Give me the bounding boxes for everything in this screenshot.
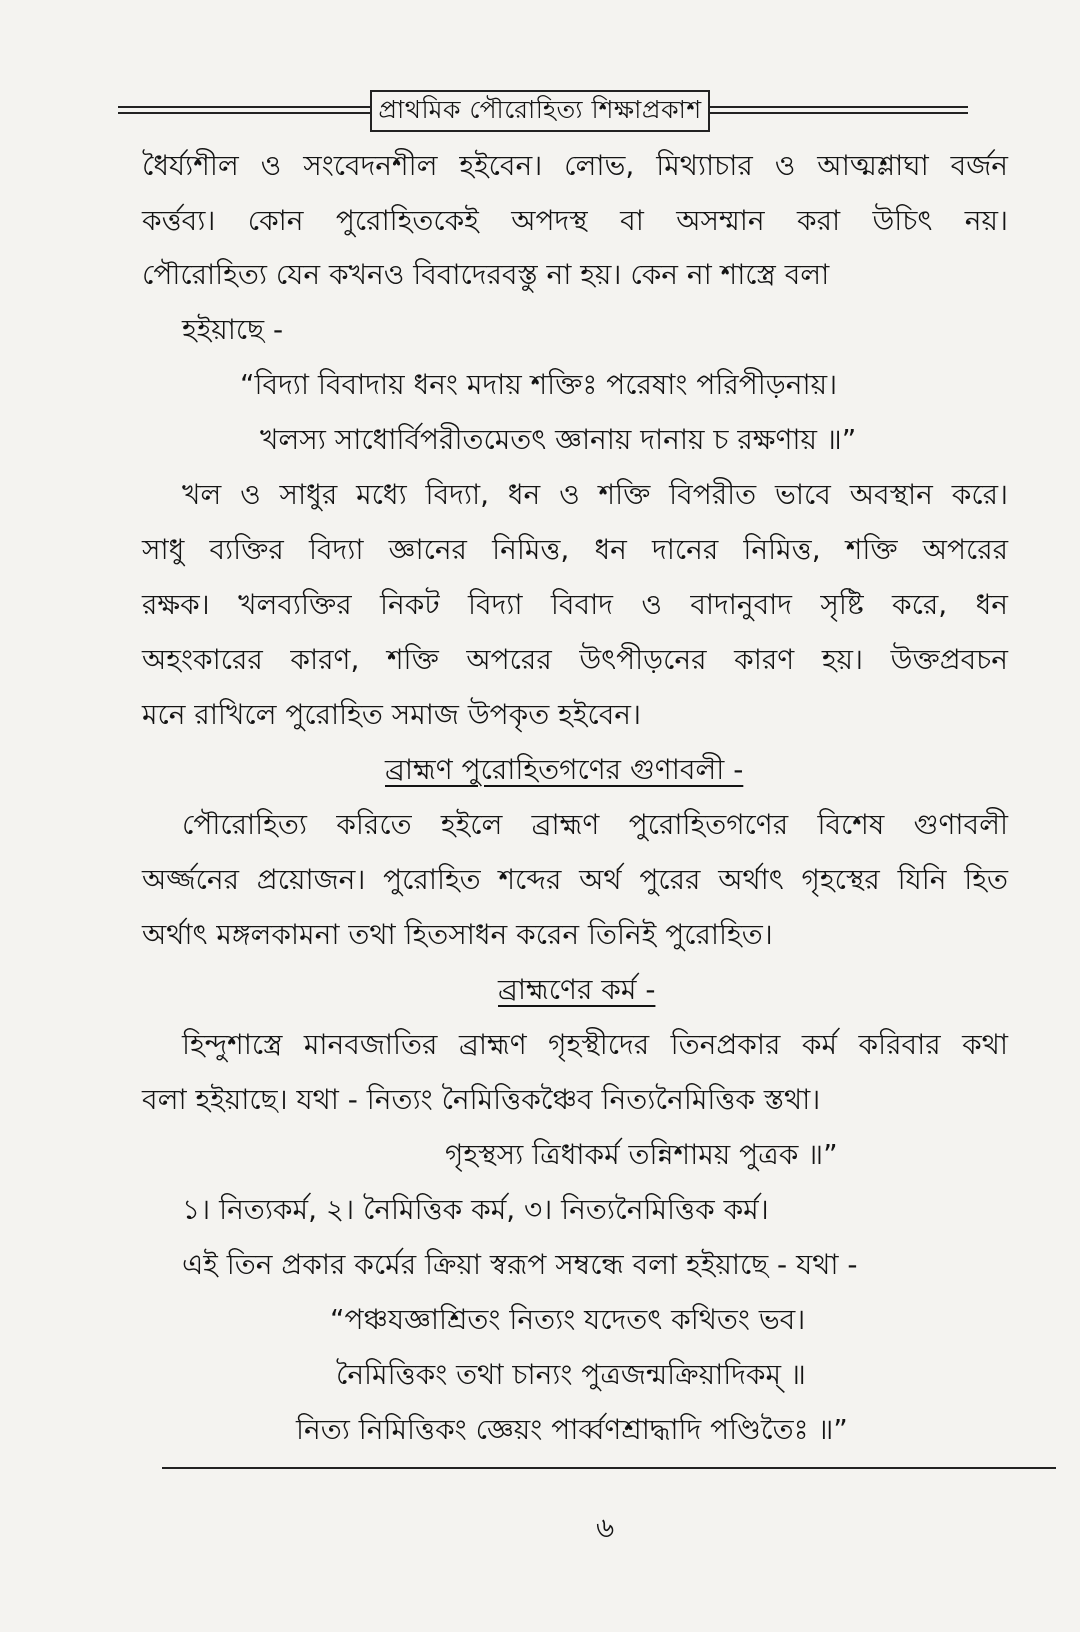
body-line: বলা হইয়াছে। যথা - নিত্যং নৈমিত্তিকঞ্চৈব নিত্যনৈমিত্তিক স্তথা। (142, 1083, 821, 1116)
body-line: পৌরোহিত্য যেন কখনও বিবাদেরবস্তু না হয়। কেন না শাস্ত্রে বলা (142, 258, 830, 291)
verse-line: গৃহস্থস্য ত্রিধাকর্ম তন্নিশাময় পুত্রক ॥” (445, 1138, 838, 1171)
body-line: অহংকারের কারণ, শক্তি অপরের উৎপীড়নের কারণ হয়। উক্তপ্রবচন (142, 643, 1008, 676)
body-line: রক্ষক। খলব্যক্তির নিকট বিদ্যা বিবাদ ও বাদানুবাদ সৃষ্টি করে, ধন (142, 588, 1008, 621)
running-header-title: প্রাথমিক পৌরোহিত্য শিক্ষাপ্রকাশ (370, 90, 710, 132)
body-line: পৌরোহিত্য করিতে হইলে ব্রাহ্মণ পুরোহিতগণের বিশেষ গুণাবলী (182, 808, 1008, 841)
body-line: অর্থাৎ মঙ্গলকামনা তথা হিতসাধন করেন তিনিই পুরোহিত। (142, 918, 773, 951)
body-line: কর্ত্তব্য। কোন পুরোহিতকেই অপদস্থ বা অসম্মান করা উচিৎ নয়। (142, 204, 1008, 237)
footer-rule (162, 1467, 1056, 1469)
body-line: ধৈর্য্যশীল ও সংবেদনশীল হইবেন। লোভ, মিথ্যাচার ও আত্মশ্লাঘা বর্জন (142, 149, 1008, 182)
body-line: মনে রাখিলে পুরোহিত সমাজ উপকৃত হইবেন। (142, 698, 642, 731)
verse-line: নিত্য নিমিত্তিকং জ্ঞেয়ং পার্ব্বণশ্রাদ্ধাদি পণ্ডিতৈঃ ॥” (296, 1413, 848, 1446)
body-line: সাধু ব্যক্তির বিদ্যা জ্ঞানের নিমিত্ত, ধন দানের নিমিত্ত, শক্তি অপরের (142, 533, 1008, 566)
verse-line: খলস্য সাধোর্বিপরীতমেতৎ জ্ঞানায় দানায় চ রক্ষণায় ॥” (260, 423, 857, 456)
verse-line: “বিদ্যা বিবাদায় ধনং মদায় শক্তিঃ পরেষাং পরিপীড়নায়। (240, 368, 838, 401)
section-heading: ব্রাহ্মণের কর্ম - (498, 973, 656, 1006)
body-line: এই তিন প্রকার কর্মের ক্রিয়া স্বরূপ সম্বন্ধে বলা হইয়াছে - যথা - (182, 1248, 858, 1281)
body-line: ১। নিত্যকর্ম, ২। নৈমিত্তিক কর্ম, ৩। নিত্যনৈমিত্তিক কর্ম। (182, 1193, 769, 1226)
body-line: খল ও সাধুর মধ্যে বিদ্যা, ধন ও শক্তি বিপরীত ভাবে অবস্থান করে। (182, 478, 1008, 511)
body-line: অর্জ্জনের প্রয়োজন। পুরোহিত শব্দের অর্থ পুরের অর্থাৎ গৃহস্থের যিনি হিত (142, 863, 1008, 896)
body-line: হইয়াছে - (182, 313, 284, 346)
verse-line: নৈমিত্তিকং তথা চান্যং পুত্রজন্মক্রিয়াদিকম্ ॥ (336, 1358, 806, 1391)
verse-line: “পঞ্চযজ্ঞাশ্রিতং নিত্যং যদেতৎ কথিতং ভব। (330, 1303, 806, 1336)
body-line: হিন্দুশাস্ত্রে মানবজাতির ব্রাহ্মণ গৃহস্থীদের তিনপ্রকার কর্ম করিবার কথা (182, 1028, 1008, 1061)
section-heading: ব্রাহ্মণ পুরোহিতগণের গুণাবলী - (385, 753, 744, 786)
page-number: ৬ (596, 1511, 615, 1544)
